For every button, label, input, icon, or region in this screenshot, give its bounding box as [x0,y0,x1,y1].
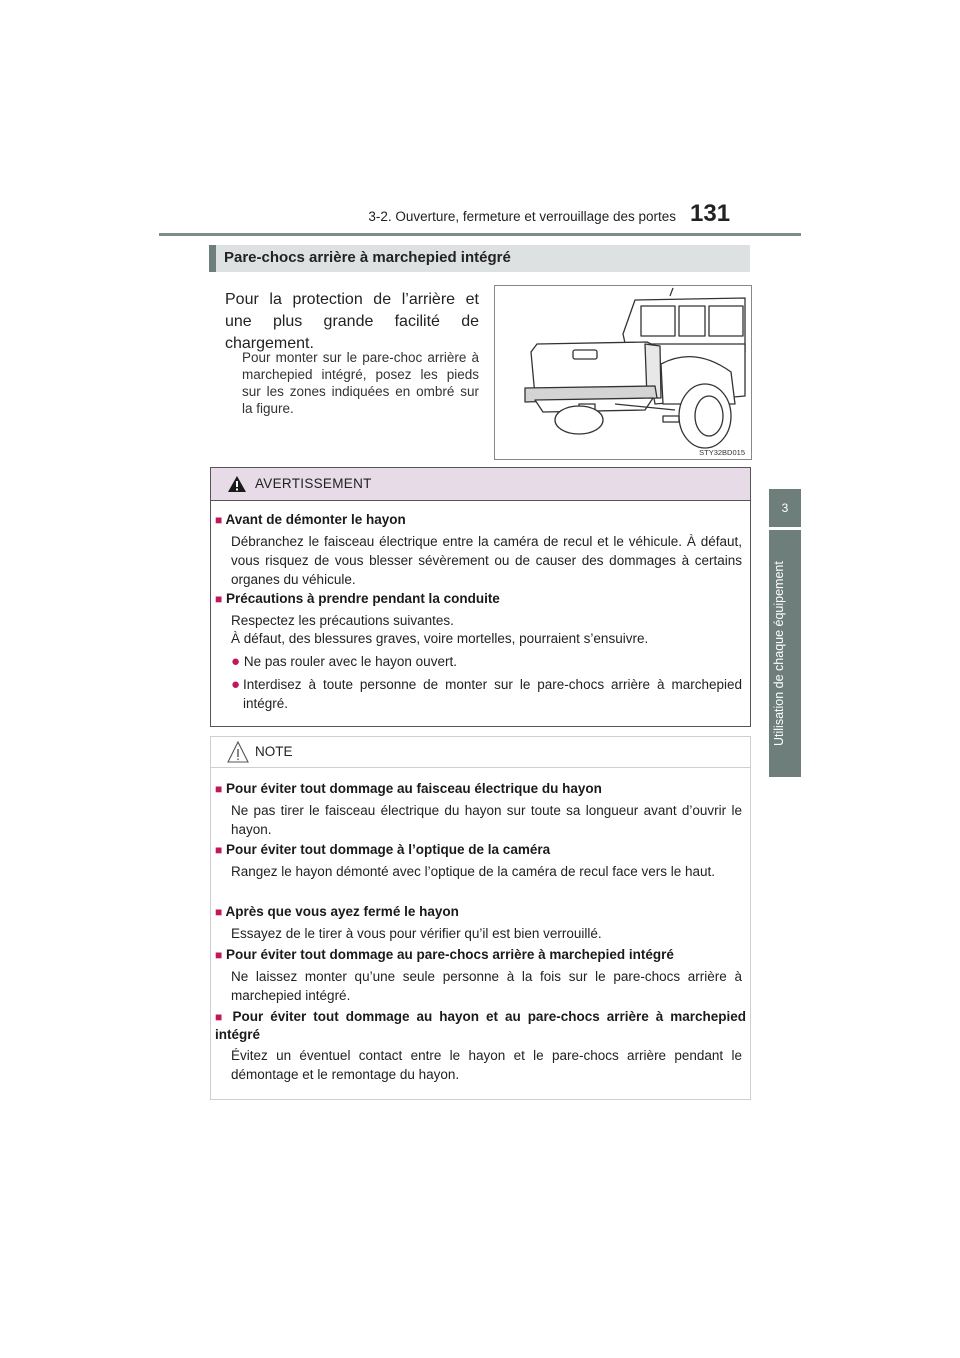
warning-header [211,468,750,501]
note-item-heading: ■ Pour éviter tout dommage au hayon et au pare-chocs arrière à marchepied intégré [215,1009,747,1042]
square-bullet-icon: ■ [215,905,223,919]
square-bullet-icon: ■ [215,843,223,857]
warning-bullet: ● Ne pas rouler avec le hayon ouvert. [231,653,457,670]
round-bullet-icon: ● [231,653,241,670]
note-item-body: Évitez un éventuel contact entre le hayon et le pare-chocs arrière pendant le démontage et le remontage du hayon. [231,1048,742,1082]
note-item-body: Rangez le hayon démonté avec l’optique de la caméra de recul face vers le haut. [231,864,716,879]
note-item-heading: ■ Pour éviter tout dommage à l’optique de la caméra [215,842,551,857]
intro-text: Pour la protection de l’arrière et une plus grande facilité de chargement. [225,291,479,352]
note-box [210,736,751,1100]
warning-item-heading: ■ Avant de démonter le hayon [215,512,406,527]
round-bullet-icon: ● [231,676,241,693]
warning-box [210,467,751,727]
note-item-heading: ■ Pour éviter tout dommage au pare-chocs arrière à marchepied intégré [215,947,674,962]
warning-item-body: Respectez les précautions suivantes. [231,613,454,628]
note-item-heading: ■ Pour éviter tout dommage au faisceau électrique du hayon [215,781,602,796]
note-item-body: Essayez de le tirer à vous pour vérifier qu’il est bien verrouillé. [231,926,602,941]
note-item-body: Ne pas tirer le faisceau électrique du hayon sur toute sa longueur avant d’ouvrir le hayon. [231,803,742,837]
note-item-heading: ■ Après que vous ayez fermé le hayon [215,904,459,919]
chapter-tab-label: Utilisation de chaque équipement [772,561,786,746]
warning-title: AVERTISSEMENT [255,476,372,491]
truck-illustration [495,286,751,459]
square-bullet-icon: ■ [215,782,223,796]
section-heading-accent [209,245,216,272]
warning-item-heading: ■ Précautions à prendre pendant la conduite [215,591,500,606]
note-title: NOTE [255,744,293,759]
warning-item-body: À défaut, des blessures graves, voire mortelles, pourraient s’ensuivre. [231,631,649,646]
intro-detail: Pour monter sur le pare-choc arrière à marchepied intégré, posez les pieds sur les zones indiquées en ombré sur la figure. [242,350,479,416]
warning-item-body: Débranchez le faisceau électrique entre la caméra de recul et le véhicule. À défaut, vous risquez de vous blesser sévèrement ou de causer des dommages à certains organes du véhicule. [231,534,742,587]
square-bullet-icon: ■ [215,948,223,962]
page-number: 131 [690,200,731,227]
caution-triangle-icon [227,740,249,764]
note-item-body: Ne laissez monter qu’une seule personne à la fois sur le pare-chocs arrière à marchepied intégré. [231,969,742,1003]
note-header [211,737,750,768]
warning-bullet: Interdisez à toute personne de monter sur le pare-chocs arrière à marchepied intégré. [243,677,742,711]
truck-rear-figure [494,285,752,460]
section-heading [209,245,750,272]
square-bullet-icon: ■ [215,513,223,527]
running-header-section: 3-2. Ouverture, fermeture et verrouillage des portes [368,209,676,224]
figure-code: STY32BD015 [699,448,745,457]
section-title: Pare-chocs arrière à marchepied intégré [224,249,511,266]
square-bullet-icon: ■ [215,1010,226,1024]
chapter-tab-number: 3 [769,489,801,527]
header-rule [159,233,801,236]
warning-triangle-icon [227,475,247,493]
square-bullet-icon: ■ [215,592,223,606]
